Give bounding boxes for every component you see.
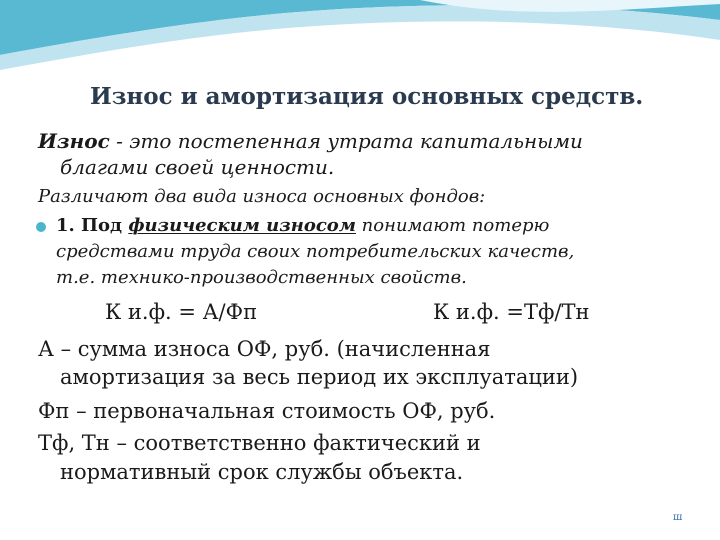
item1-rest: понимают потерю xyxy=(355,215,550,236)
iznos-definition-rest: - это постепенная утрата капитальными xyxy=(109,129,583,153)
def-a-line2: амортизация за весь период их эксплуатации) xyxy=(60,365,579,389)
def-a-line1: А – сумма износа ОФ, руб. (начисленная xyxy=(38,337,491,361)
def-tf-line2: нормативный срок службы объекта. xyxy=(60,460,464,484)
item1-term: физическим износом xyxy=(128,215,356,236)
header-wave-decoration xyxy=(0,0,720,90)
def-fp: Фп – первоначальная стоимость ОФ, руб. xyxy=(38,399,496,423)
bullet-icon xyxy=(36,222,46,232)
types-intro: Различают два вида износа основных фондов: xyxy=(38,186,486,207)
iznos-term: Износ xyxy=(38,129,110,153)
item1-number: 1. Под xyxy=(56,215,129,236)
item1-line2: средствами труда своих потребительских качеств, xyxy=(56,241,575,262)
iznos-definition-line2: благами своей ценности. xyxy=(60,155,335,179)
iznos-definition-line1 xyxy=(38,129,583,153)
formula-kif-2: К и.ф. =Тф/Тн xyxy=(433,300,590,324)
slide-title: Износ и амортизация основных средств. xyxy=(90,83,644,110)
def-tf-line1: Тф, Тн – соответственно фактический и xyxy=(38,431,481,455)
item1-line1 xyxy=(56,215,549,236)
slide-number: ш xyxy=(673,512,683,523)
item1-line3: т.е. технико-производственных свойств. xyxy=(56,267,467,288)
formula-kif-1: К и.ф. = А/Фп xyxy=(105,300,258,324)
